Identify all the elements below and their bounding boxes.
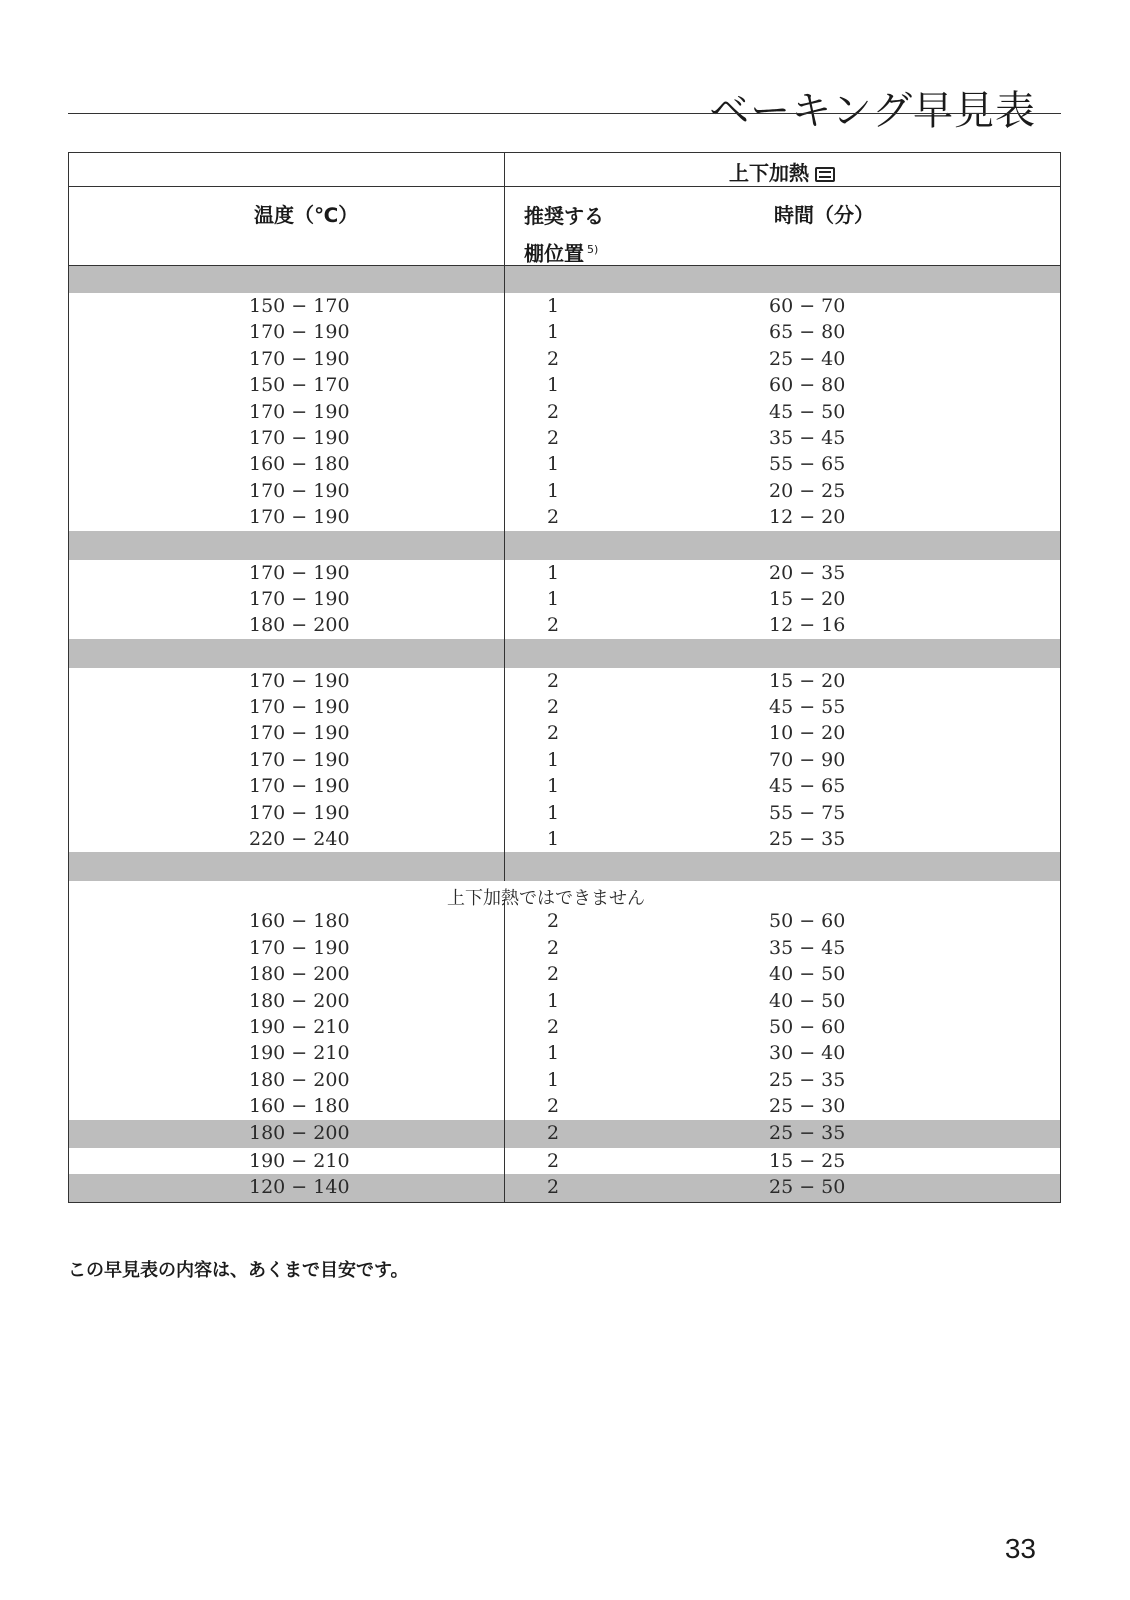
cell-temperature: 170 − 190: [249, 669, 350, 692]
page-number: 33: [1004, 1533, 1036, 1564]
cell-time: 12 − 16: [769, 614, 846, 637]
cell-temperature: 150 − 170: [249, 295, 350, 317]
cell-time: 50 − 60: [769, 910, 846, 933]
header-shelf-line1: 推奨する: [524, 204, 604, 228]
column-divider: [504, 747, 505, 773]
cell-time: 20 − 35: [769, 561, 846, 584]
table-row: [69, 1067, 1060, 1093]
header-shelf-line2-text: 棚位置: [524, 241, 584, 266]
table-row: [69, 399, 1060, 425]
cell-temperature: 190 − 210: [249, 1149, 350, 1172]
table-row: [69, 800, 1060, 826]
table-row: [69, 720, 1060, 746]
cell-temperature: 170 − 190: [249, 936, 350, 959]
cell-time: 25 − 30: [769, 1095, 846, 1118]
column-divider: [504, 346, 505, 372]
cell-temperature: 170 − 190: [249, 426, 350, 449]
table-row: [69, 961, 1060, 987]
column-divider: [504, 153, 505, 186]
cell-time: 15 − 20: [769, 669, 846, 692]
column-divider: [504, 504, 505, 530]
cell-shelf-position: 1: [547, 801, 560, 824]
column-divider: [504, 612, 505, 638]
cell-shelf-position: 2: [547, 614, 560, 637]
column-divider: [504, 560, 505, 586]
column-divider: [504, 586, 505, 612]
column-divider: [504, 720, 505, 746]
table-row: [69, 1040, 1060, 1066]
cell-shelf-position: 2: [547, 910, 560, 933]
column-divider: [504, 694, 505, 720]
cell-shelf-position: 2: [547, 1095, 560, 1118]
cell-time: 12 − 20: [769, 506, 846, 529]
cell-shelf-position: 1: [547, 989, 560, 1012]
column-divider: [504, 319, 505, 345]
table-row: [69, 1174, 1060, 1202]
cell-temperature: 180 − 200: [249, 963, 350, 986]
cell-time: 10 − 20: [769, 722, 846, 745]
cell-shelf-position: 1: [547, 453, 560, 476]
cell-shelf-position: 2: [547, 506, 560, 529]
column-divider: [504, 961, 505, 987]
column-divider: [504, 399, 505, 425]
cell-shelf-position: 1: [547, 775, 560, 798]
cell-temperature: 190 − 210: [249, 1015, 350, 1038]
column-divider: [504, 478, 505, 504]
cell-temperature: 180 − 200: [249, 989, 350, 1012]
column-divider: [504, 988, 505, 1014]
cell-shelf-position: 2: [547, 669, 560, 692]
cell-shelf-position: 2: [547, 347, 560, 370]
group-band: [69, 531, 1060, 560]
header-shelf-line2: [524, 233, 604, 271]
cell-time: 25 − 35: [769, 1121, 846, 1144]
column-divider: [504, 639, 505, 668]
cell-time: 70 − 90: [769, 748, 846, 771]
table-row: [69, 612, 1060, 638]
top-bottom-heat-icon: [815, 167, 835, 182]
table-row: [69, 319, 1060, 345]
cell-temperature: 170 − 190: [249, 321, 350, 344]
cell-time: 30 − 40: [769, 1042, 846, 1065]
cell-temperature: 180 − 200: [249, 614, 350, 637]
column-divider: [504, 1148, 505, 1174]
cell-temperature: 170 − 190: [249, 587, 350, 610]
not-available-notice: 上下加熱ではできません: [447, 888, 645, 910]
group-band: [69, 852, 1060, 881]
column-divider: [504, 908, 505, 934]
table-row: [69, 1148, 1060, 1174]
cell-temperature: 220 − 240: [249, 828, 350, 851]
table-row: [69, 1014, 1060, 1040]
cell-time: 40 − 50: [769, 963, 846, 986]
cell-time: 25 − 40: [769, 347, 846, 370]
table-row: [69, 668, 1060, 694]
cell-time: 35 − 45: [769, 426, 846, 449]
column-divider: [504, 935, 505, 961]
column-divider: [504, 1014, 505, 1040]
column-divider: [504, 425, 505, 451]
column-divider: [504, 293, 505, 319]
cell-shelf-position: 2: [547, 426, 560, 449]
table-body: [69, 266, 1060, 1202]
table-row: [69, 504, 1060, 530]
column-divider: [504, 187, 505, 265]
cell-shelf-position: 1: [547, 561, 560, 584]
cell-temperature: 160 − 180: [249, 453, 350, 476]
baking-chart-table: [68, 152, 1061, 1203]
cell-temperature: 170 − 190: [249, 748, 350, 771]
column-divider: [504, 531, 505, 560]
column-divider: [504, 800, 505, 826]
cell-time: 25 − 35: [769, 1068, 846, 1091]
cell-time: 45 − 50: [769, 400, 846, 423]
cell-shelf-position: 2: [547, 1149, 560, 1172]
cell-shelf-position: 2: [547, 1175, 560, 1198]
table-row: [69, 425, 1060, 451]
title-divider: [68, 113, 1061, 114]
cell-shelf-position: 1: [547, 828, 560, 851]
cell-time: 60 − 80: [769, 374, 846, 397]
cell-time: 45 − 65: [769, 775, 846, 798]
column-divider: [504, 1174, 505, 1202]
cell-time: 15 − 25: [769, 1149, 846, 1172]
table-row: [69, 346, 1060, 372]
cell-time: 60 − 70: [769, 295, 846, 317]
table-row: [69, 1093, 1060, 1119]
table-row: [69, 747, 1060, 773]
heating-mode-text: 上下加熱: [729, 161, 809, 185]
cell-shelf-position: 1: [547, 748, 560, 771]
cell-shelf-position: 1: [547, 587, 560, 610]
cell-temperature: 170 − 190: [249, 561, 350, 584]
cell-shelf-position: 1: [547, 374, 560, 397]
table-row: [69, 293, 1060, 319]
notice-row: [69, 881, 1060, 908]
column-header-row: [69, 187, 1060, 266]
cell-temperature: 170 − 190: [249, 400, 350, 423]
cell-time: 55 − 75: [769, 801, 846, 824]
cell-temperature: 180 − 200: [249, 1121, 350, 1144]
table-row: [69, 560, 1060, 586]
table-row: [69, 372, 1060, 398]
cell-shelf-position: 2: [547, 963, 560, 986]
group-band: [69, 266, 1060, 293]
cell-shelf-position: 1: [547, 1042, 560, 1065]
cell-temperature: 160 − 180: [249, 1095, 350, 1118]
header-shelf-position: [524, 199, 604, 271]
cell-shelf-position: 2: [547, 696, 560, 719]
table-row: [69, 935, 1060, 961]
cell-temperature: 170 − 190: [249, 801, 350, 824]
cell-shelf-position: 2: [547, 1015, 560, 1038]
header-temperature: 温度（℃）: [254, 203, 359, 227]
column-divider: [504, 668, 505, 694]
column-divider: [504, 451, 505, 477]
table-row: [69, 773, 1060, 799]
table-row: [69, 451, 1060, 477]
cell-time: 65 − 80: [769, 321, 846, 344]
cell-temperature: 180 − 200: [249, 1068, 350, 1091]
cell-temperature: 190 − 210: [249, 1042, 350, 1065]
cell-temperature: 170 − 190: [249, 506, 350, 529]
column-divider: [504, 372, 505, 398]
cell-time: 55 − 65: [769, 453, 846, 476]
cell-temperature: 170 − 190: [249, 775, 350, 798]
table-row: [69, 1120, 1060, 1148]
cell-shelf-position: 2: [547, 400, 560, 423]
cell-temperature: 120 − 140: [249, 1175, 350, 1198]
column-divider: [504, 773, 505, 799]
cell-shelf-position: 1: [547, 295, 560, 317]
cell-shelf-position: 2: [547, 1121, 560, 1144]
cell-shelf-position: 2: [547, 722, 560, 745]
column-divider: [504, 852, 505, 881]
cell-time: 25 − 35: [769, 828, 846, 851]
cell-time: 50 − 60: [769, 1015, 846, 1038]
table-row: [69, 586, 1060, 612]
cell-time: 20 − 25: [769, 479, 846, 502]
cell-time: 40 − 50: [769, 989, 846, 1012]
page-title: ベーキング早見表: [709, 87, 1036, 134]
cell-time: 15 − 20: [769, 587, 846, 610]
table-row: [69, 694, 1060, 720]
table-row: [69, 908, 1060, 934]
column-divider: [504, 1093, 505, 1119]
table-row: [69, 478, 1060, 504]
cell-temperature: 170 − 190: [249, 479, 350, 502]
cell-shelf-position: 1: [547, 479, 560, 502]
column-divider: [504, 1040, 505, 1066]
cell-temperature: 160 − 180: [249, 910, 350, 933]
table-row: [69, 826, 1060, 852]
cell-time: 35 − 45: [769, 936, 846, 959]
cell-shelf-position: 1: [547, 1068, 560, 1091]
column-divider: [504, 826, 505, 852]
header-time: 時間（分）: [774, 203, 874, 227]
cell-shelf-position: 1: [547, 321, 560, 344]
cell-temperature: 170 − 190: [249, 347, 350, 370]
cell-temperature: 170 − 190: [249, 696, 350, 719]
mode-header-row: [69, 153, 1060, 187]
column-divider: [504, 1120, 505, 1148]
cell-time: 45 − 55: [769, 696, 846, 719]
header-shelf-footnote-ref: 5): [587, 243, 599, 256]
cell-temperature: 170 − 190: [249, 722, 350, 745]
column-divider: [504, 1067, 505, 1093]
footnote: この早見表の内容は、あくまで目安です。: [68, 1260, 409, 1281]
heating-mode-label: [729, 157, 835, 186]
cell-temperature: 150 − 170: [249, 374, 350, 397]
group-band: [69, 639, 1060, 668]
cell-time: 25 − 50: [769, 1175, 846, 1198]
table-row: [69, 988, 1060, 1014]
cell-shelf-position: 2: [547, 936, 560, 959]
column-divider: [504, 266, 505, 293]
